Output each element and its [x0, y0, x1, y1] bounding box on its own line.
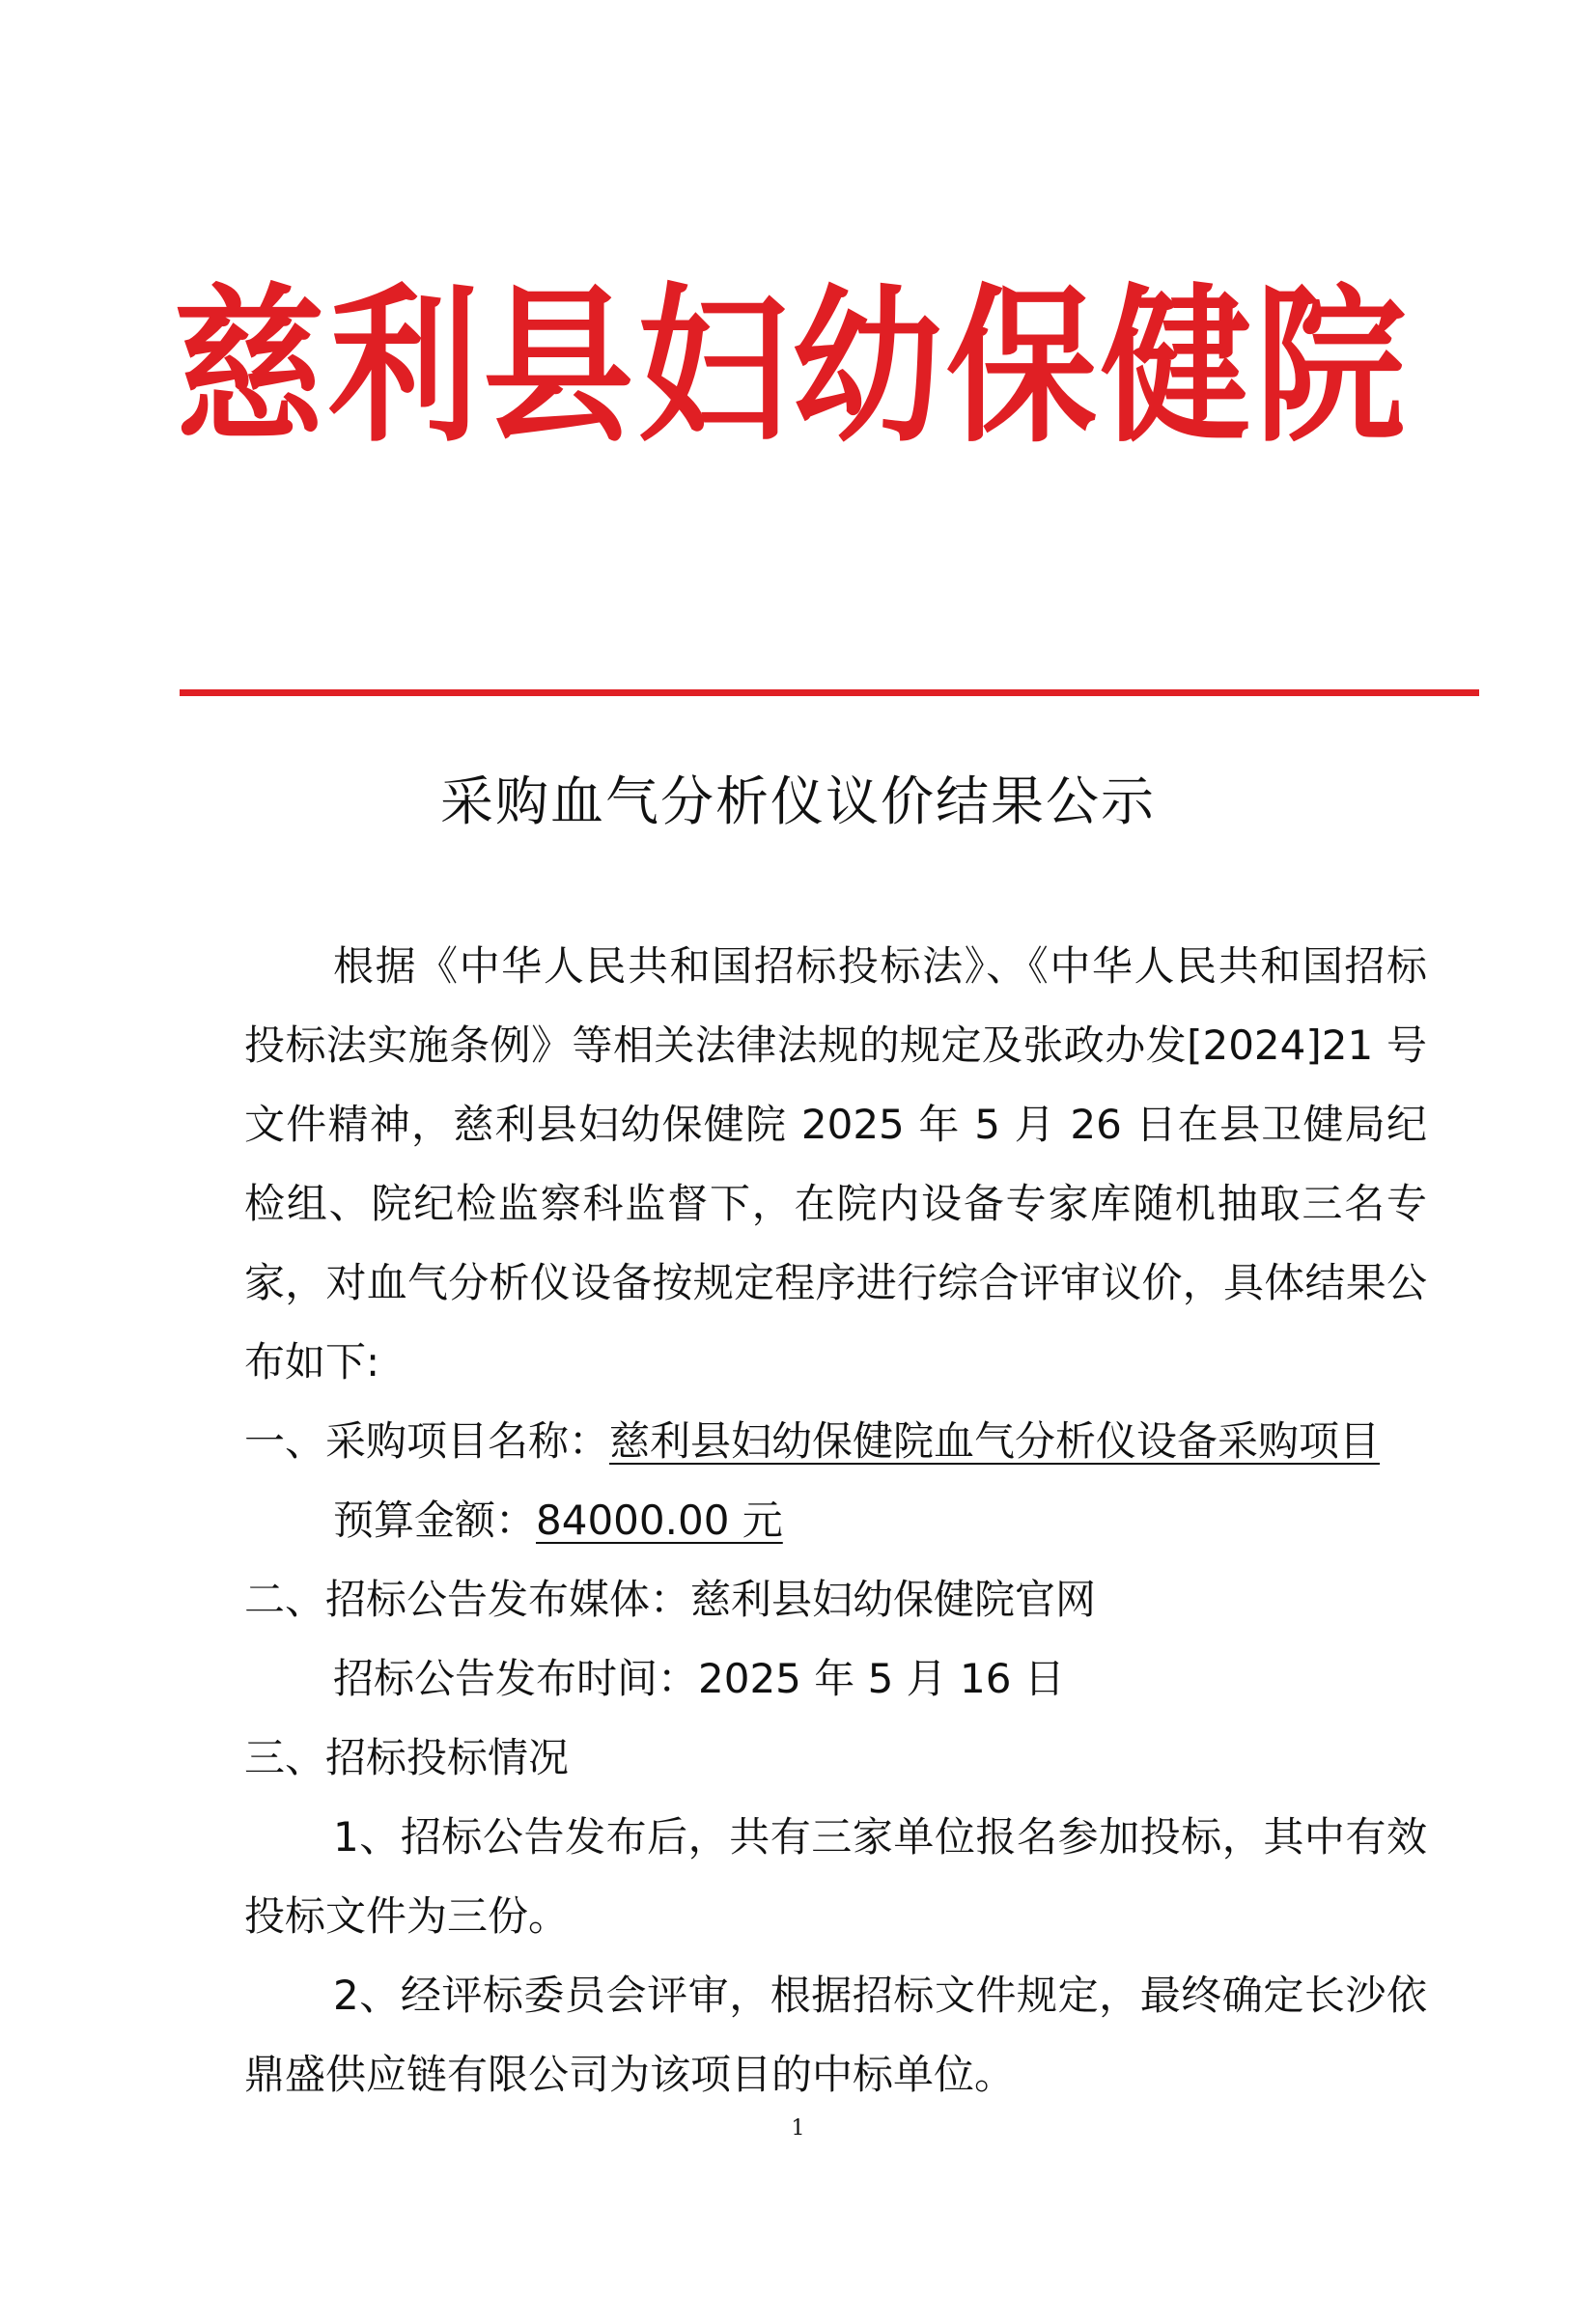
- publish-time-label: 招标公告发布时间：: [333, 1655, 699, 1702]
- budget-value: 84000.00 元: [536, 1497, 783, 1544]
- section-three: [244, 1719, 1427, 2114]
- section-two: [244, 1560, 1427, 1719]
- bid-item-1: 1、招标公告发布后，共有三家单位报名参加投标，其中有效投标文件为三份。: [244, 1813, 1427, 1940]
- project-name-value: 慈利县妇幼保健院血气分析仪设备采购项目: [609, 1417, 1381, 1465]
- publish-time-line: [244, 1639, 1427, 1719]
- letterhead-red-rule: [180, 689, 1479, 696]
- section-one-heading: 一、采购项目名称：: [244, 1417, 610, 1465]
- intro-paragraph: 根据《中华人民共和国招标投标法》、《中华人民共和国招标投标法实施条例》等相关法律法规的规定及张政办发[2024]21 号文件精神，慈利县妇幼保健院 2025 年 5 月 26 日在县卫健局纪检组、院纪检监察科监督下，在院内设备专家库随机抽取三名专家，对血气分析仪设备按规定程序进行综合评审议价，具体结果公布如下:: [244, 942, 1427, 1385]
- publish-time-value: 2025 年 5 月 16 日: [698, 1655, 1065, 1702]
- section-one: [244, 1402, 1427, 1560]
- letterhead-org-name: 慈利县妇幼保健院: [174, 266, 1410, 465]
- project-name-line: [244, 1402, 1427, 1481]
- document-body: [244, 927, 1427, 2114]
- bid-item-2: 2、经评标委员会评审，根据招标文件规定，最终确定长沙依鼎盛供应链有限公司为该项目的中标单位。: [244, 1972, 1427, 2098]
- section-two-heading: 二、招标公告发布媒体：: [244, 1576, 691, 1623]
- media-line: [244, 1560, 1427, 1639]
- section-three-heading: 三、招标投标情况: [244, 1734, 570, 1781]
- page-number: 1: [791, 2116, 805, 2141]
- media-value: 慈利县妇幼保健院官网: [690, 1576, 1097, 1623]
- document-title: 采购血气分析仪议价结果公示: [439, 770, 1156, 832]
- budget-label: 预算金额：: [333, 1497, 537, 1544]
- budget-line: [244, 1481, 1427, 1560]
